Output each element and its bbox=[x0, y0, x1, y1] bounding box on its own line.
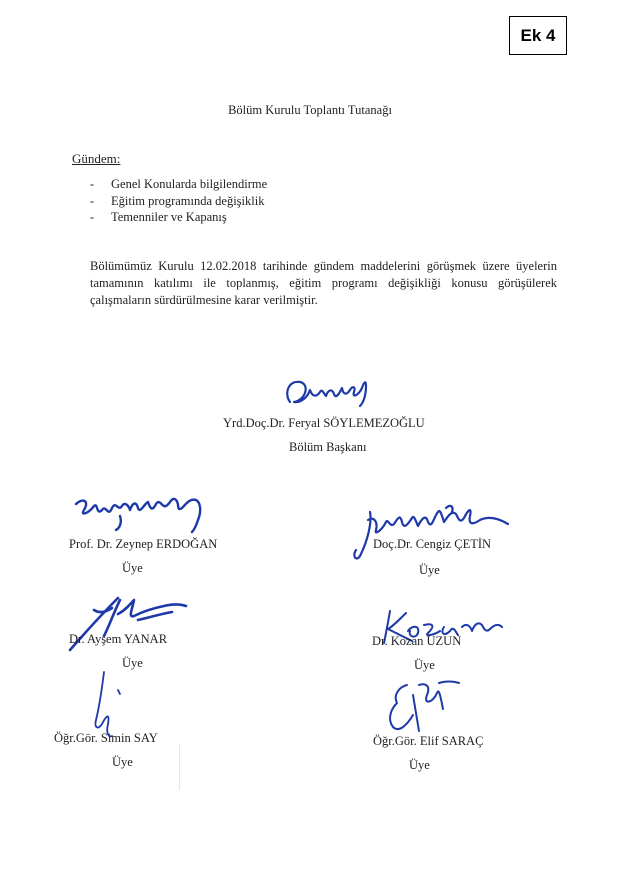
decision-paragraph bbox=[90, 258, 557, 309]
chair-role: Bölüm Başkanı bbox=[289, 440, 367, 454]
document-title: Bölüm Kurulu Toplantı Tutanağı bbox=[228, 103, 392, 117]
member-role-sarac: Üye bbox=[409, 758, 430, 772]
annex-label-box: Ek 4 bbox=[509, 16, 567, 55]
agenda-item-text: Eğitim programında değişiklik bbox=[111, 193, 265, 208]
agenda-item-text: Temenniler ve Kapanış bbox=[111, 210, 227, 224]
member-signature-erdogan bbox=[72, 490, 212, 535]
agenda-heading: Gündem: bbox=[72, 151, 121, 166]
decision-line: tamamının katılımı ile toplanmış, eğitim programı değişikliği konusu görüşülerek bbox=[90, 276, 557, 290]
decision-line: Bölümümüz Kurulu 12.02.2018 tarihinde gündem maddelerini görüşmek üzere üyelerin bbox=[90, 259, 557, 273]
agenda-item: - Temenniler ve Kapanış bbox=[90, 210, 227, 224]
agenda-item: - Eğitim programında değişiklik bbox=[90, 193, 265, 208]
member-name-erdogan: Prof. Dr. Zeynep ERDOĞAN bbox=[69, 537, 218, 551]
agenda-list bbox=[90, 176, 267, 226]
scan-artifact-line bbox=[179, 745, 180, 790]
member-role-cetin: Üye bbox=[419, 563, 440, 577]
decision-line: çalışmaların sürdürülmesine karar verilmiştir. bbox=[90, 293, 318, 307]
agenda-item-text: Genel Konularda bilgilendirme bbox=[111, 177, 268, 191]
chair-name: Yrd.Doç.Dr. Feryal SÖYLEMEZOĞLU bbox=[223, 416, 425, 430]
member-name-say: Öğr.Gör. Simin SAY bbox=[54, 731, 158, 745]
member-signature-sarac bbox=[383, 675, 463, 737]
member-role-say: Üye bbox=[112, 755, 133, 769]
member-name-cetin: Doç.Dr. Cengiz ÇETİN bbox=[373, 537, 492, 551]
member-name-uzun: Dr. Kozan UZUN bbox=[372, 634, 462, 648]
member-signature-cetin bbox=[348, 500, 518, 562]
member-role-uzun: Üye bbox=[414, 658, 435, 672]
member-name-sarac: Öğr.Gör. Elif SARAÇ bbox=[373, 734, 484, 748]
member-name-yanar: Dr. Ayşem YANAR bbox=[69, 632, 168, 646]
chair-signature bbox=[280, 372, 375, 414]
member-role-erdogan: Üye bbox=[122, 561, 143, 575]
member-role-yanar: Üye bbox=[122, 656, 143, 670]
agenda-item: - Genel Konularda bilgilendirme bbox=[90, 177, 268, 191]
